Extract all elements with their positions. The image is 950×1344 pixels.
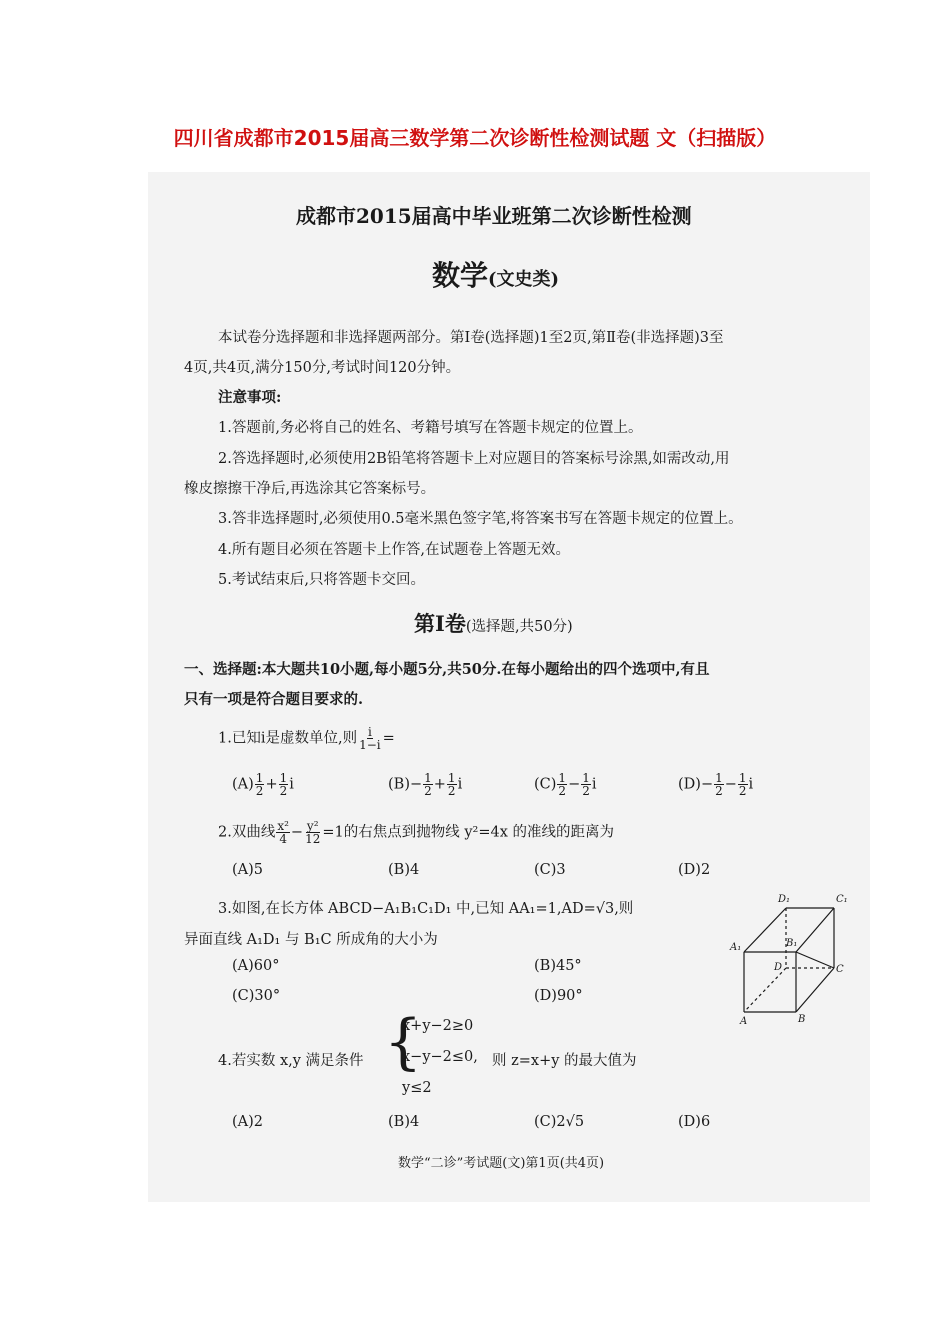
q1-b-frac2: [447, 772, 457, 797]
q1-b-n2: 1: [447, 771, 456, 785]
q4-condition-2: x−y−2≤0,: [402, 1049, 478, 1065]
q2-option-d: (D)2: [678, 862, 711, 878]
q2-minus: −: [290, 824, 304, 841]
q1-b-d1: 2: [424, 784, 432, 798]
subject-name: 数学: [432, 259, 489, 292]
q1-fraction: [358, 726, 382, 751]
note-2b: 橡皮擦擦干净后,再选涂其它答案标号。: [184, 481, 436, 497]
question-1: [218, 726, 395, 751]
q1-c-i: i: [591, 776, 597, 793]
q1-b-op: +: [433, 776, 446, 793]
exam-heading: 成都市2015届高中毕业班第二次诊断性检测: [296, 204, 692, 228]
intro-line-2: 4页,共4页,满分150分,考试时间120分钟。: [184, 360, 461, 376]
q2-option-a: (A)5: [232, 862, 264, 878]
part-sub: (选择题,共50分): [465, 619, 573, 635]
note-4: 4.所有题目必须在答题卡上作答,在试题卷上答题无效。: [218, 542, 570, 558]
q4-option-a: (A)2: [232, 1114, 264, 1130]
q1-d-label: (D)−: [678, 776, 714, 793]
q1-b-label: (B)−: [388, 776, 423, 793]
note-1: 1.答题前,务必将自己的姓名、考籍号填写在答题卡规定的位置上。: [218, 420, 643, 436]
q1-a-label: (A): [232, 776, 254, 793]
fig-label-b: B: [798, 1014, 806, 1025]
page-footer: 数学“二诊”考试题(文)第1页(共4页): [398, 1156, 605, 1171]
q4-condition-3: y≤2: [402, 1080, 432, 1096]
note-2a: 2.答选择题时,必须使用2B铅笔将答题卡上对应题目的答案标号涂黑,如需改动,用: [218, 451, 730, 467]
q4-brace: {: [384, 1007, 423, 1077]
question-2: [218, 820, 614, 845]
q1-a-d1: 2: [255, 784, 264, 798]
fig-label-a: A: [740, 1016, 748, 1027]
q1-d-frac1: [714, 772, 724, 797]
q1-c-op: −: [568, 776, 581, 793]
fig-label-d1: D₁: [778, 894, 791, 905]
q2-f1-num: x²: [277, 819, 289, 833]
q1-frac-den: 1−i: [359, 738, 381, 752]
q2-stem-b: =1的右焦点到抛物线 y²=4x 的准线的距离为: [322, 824, 615, 841]
q2-f1-den: 4: [279, 832, 287, 846]
q1-eq: =: [382, 730, 395, 747]
q1-b-n1: 1: [424, 771, 432, 785]
q1-option-d: [678, 772, 753, 797]
subject-type: (文史类): [488, 269, 560, 290]
q1-b-i: i: [457, 776, 463, 793]
q1-option-c: [534, 772, 597, 797]
q2-stem-a: 2.双曲线: [218, 824, 276, 841]
fig-label-d: D: [774, 962, 783, 973]
q2-frac1: [276, 820, 290, 845]
fig-label-c1: C₁: [836, 894, 848, 905]
q3-option-b: (B)45°: [534, 958, 582, 974]
note-5: 5.考试结束后,只将答题卡交回。: [218, 572, 425, 588]
q1-c-n2: 1: [582, 771, 590, 785]
q3-line-1: 3.如图,在长方体 ABCD−A₁B₁C₁D₁ 中,已知 AA₁=1,AD=√3,则: [218, 901, 634, 917]
q1-c-d2: 2: [582, 784, 590, 798]
fig-label-c: C: [836, 964, 844, 975]
q2-option-c: (C)3: [534, 862, 566, 878]
q1-b-frac1: [423, 772, 433, 797]
q1-d-d2: 2: [738, 784, 747, 798]
q1-c-frac2: [581, 772, 591, 797]
q4-option-d: (D)6: [678, 1114, 711, 1130]
document-title: 四川省成都市2015届高三数学第二次诊断性检测试题 文（扫描版）: [173, 126, 777, 150]
q1-a-d2: 2: [279, 784, 288, 798]
q1-option-a: [232, 772, 294, 797]
q1-d-frac2: [738, 772, 748, 797]
q1-c-label: (C): [534, 776, 557, 793]
notes-title: 注意事项:: [218, 389, 282, 406]
q1-c-n1: 1: [558, 771, 567, 785]
subject-title: [432, 254, 559, 294]
q1-a-op: +: [265, 776, 278, 793]
q2-frac2: [304, 820, 321, 845]
q3-option-a: (A)60°: [232, 958, 280, 974]
q1-d-n2: 1: [738, 771, 747, 785]
q1-d-n1: 1: [715, 771, 723, 785]
fig-label-b1: B₁: [786, 938, 798, 949]
q1-c-frac1: [557, 772, 567, 797]
q1-d-d1: 2: [715, 784, 723, 798]
q1-a-frac2: [279, 772, 289, 797]
q4-stem-a: 4.若实数 x,y 满足条件: [218, 1053, 364, 1069]
q4-option-c: (C)2√5: [534, 1114, 585, 1130]
q1-a-i: i: [289, 776, 294, 793]
scanned-page: [148, 172, 870, 1202]
q3-option-d: (D)90°: [534, 988, 583, 1004]
part-title: [414, 608, 573, 638]
q4-stem-b: 则 z=x+y 的最大值为: [492, 1053, 637, 1069]
q1-c-d1: 2: [558, 784, 567, 798]
q2-f2-num: y²: [306, 819, 319, 833]
part-name: 第Ⅰ卷: [414, 611, 466, 636]
q1-a-n1: 1: [255, 771, 264, 785]
q4-condition-1: x+y−2≥0: [402, 1018, 474, 1034]
q1-a-frac1: [255, 772, 265, 797]
q3-line-2: 异面直线 A₁D₁ 与 B₁C 所成角的大小为: [184, 932, 438, 948]
cuboid-figure: [728, 888, 858, 1028]
q1-d-op: −: [724, 776, 737, 793]
section-1b: 只有一项是符合题目要求的.: [184, 691, 364, 708]
q1-d-i: i: [748, 776, 754, 793]
fig-label-a1: A₁: [730, 942, 742, 953]
q3-option-c: (C)30°: [232, 988, 281, 1004]
q1-a-n2: 1: [279, 771, 288, 785]
q2-option-b: (B)4: [388, 862, 420, 878]
section-1a: 一、选择题:本大题共10小题,每小题5分,共50分.在每小题给出的四个选项中,有且: [184, 661, 710, 678]
q1-stem: 1.已知i是虚数单位,则: [218, 730, 358, 747]
q1-option-b: [388, 772, 462, 797]
q1-b-d2: 2: [447, 784, 456, 798]
note-3: 3.答非选择题时,必须使用0.5毫米黑色签字笔,将答案书写在答题卡规定的位置上。: [218, 511, 743, 527]
intro-line-1: 本试卷分选择题和非选择题两部分。第Ⅰ卷(选择题)1至2页,第Ⅱ卷(非选择题)3至: [218, 330, 724, 346]
q1-frac-num: i: [367, 725, 372, 739]
q4-option-b: (B)4: [388, 1114, 420, 1130]
q2-f2-den: 12: [305, 832, 321, 846]
